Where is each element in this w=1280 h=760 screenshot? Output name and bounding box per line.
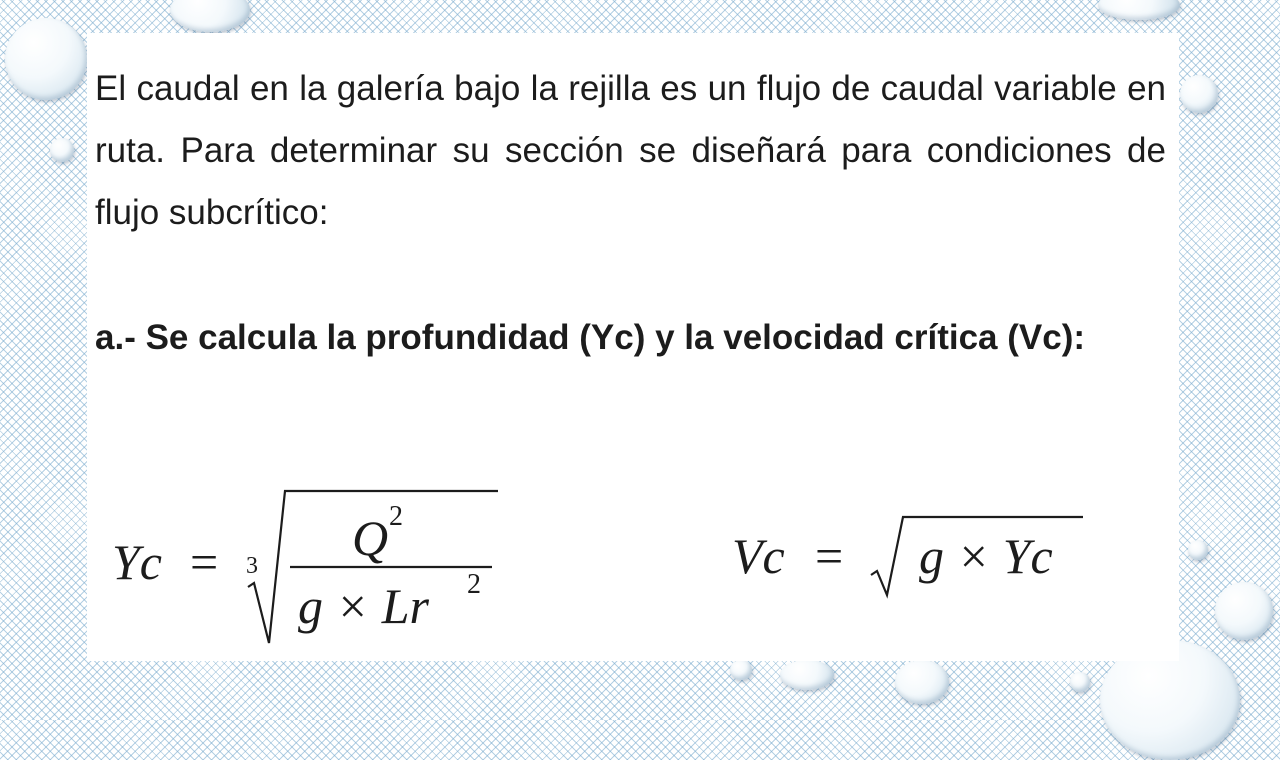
water-drop-decoration bbox=[170, 0, 250, 32]
vc-lhs: Vc bbox=[732, 528, 785, 584]
formula-yc bbox=[112, 483, 532, 653]
water-drop-decoration bbox=[780, 660, 834, 690]
formula-vc bbox=[727, 503, 1087, 603]
water-drop-decoration bbox=[1098, 0, 1180, 20]
yc-denominator: g × Lr bbox=[298, 578, 430, 634]
water-drop-decoration bbox=[50, 138, 74, 162]
yc-root-index: 3 bbox=[246, 553, 258, 579]
step-a-heading: a.- Se calcula la profundidad (Yc) y la velocidad crítica (Vc): bbox=[95, 318, 1086, 357]
water-drop-decoration bbox=[5, 18, 87, 100]
yc-numerator: Q bbox=[352, 510, 389, 566]
yc-lhs: Yc bbox=[112, 534, 162, 590]
yc-denominator-exp: 2 bbox=[467, 569, 481, 600]
water-drop-decoration bbox=[1215, 582, 1273, 640]
content-card bbox=[87, 33, 1179, 661]
water-drop-decoration bbox=[895, 660, 949, 704]
water-drop-decoration bbox=[1188, 540, 1208, 560]
water-drop-decoration bbox=[1180, 75, 1218, 113]
intro-paragraph: El caudal en la galería bajo la rejilla es un flujo de caudal variable en ruta. Para determinar su sección se diseñará para condiciones de flujo subcrítico: bbox=[95, 69, 1166, 232]
yc-equals: = bbox=[190, 534, 219, 590]
water-drop-decoration bbox=[1070, 672, 1090, 692]
vc-radicand: g × Yc bbox=[919, 528, 1053, 584]
vc-equals: = bbox=[815, 528, 844, 584]
yc-numerator-exp: 2 bbox=[389, 501, 403, 532]
water-drop-decoration bbox=[730, 660, 752, 680]
